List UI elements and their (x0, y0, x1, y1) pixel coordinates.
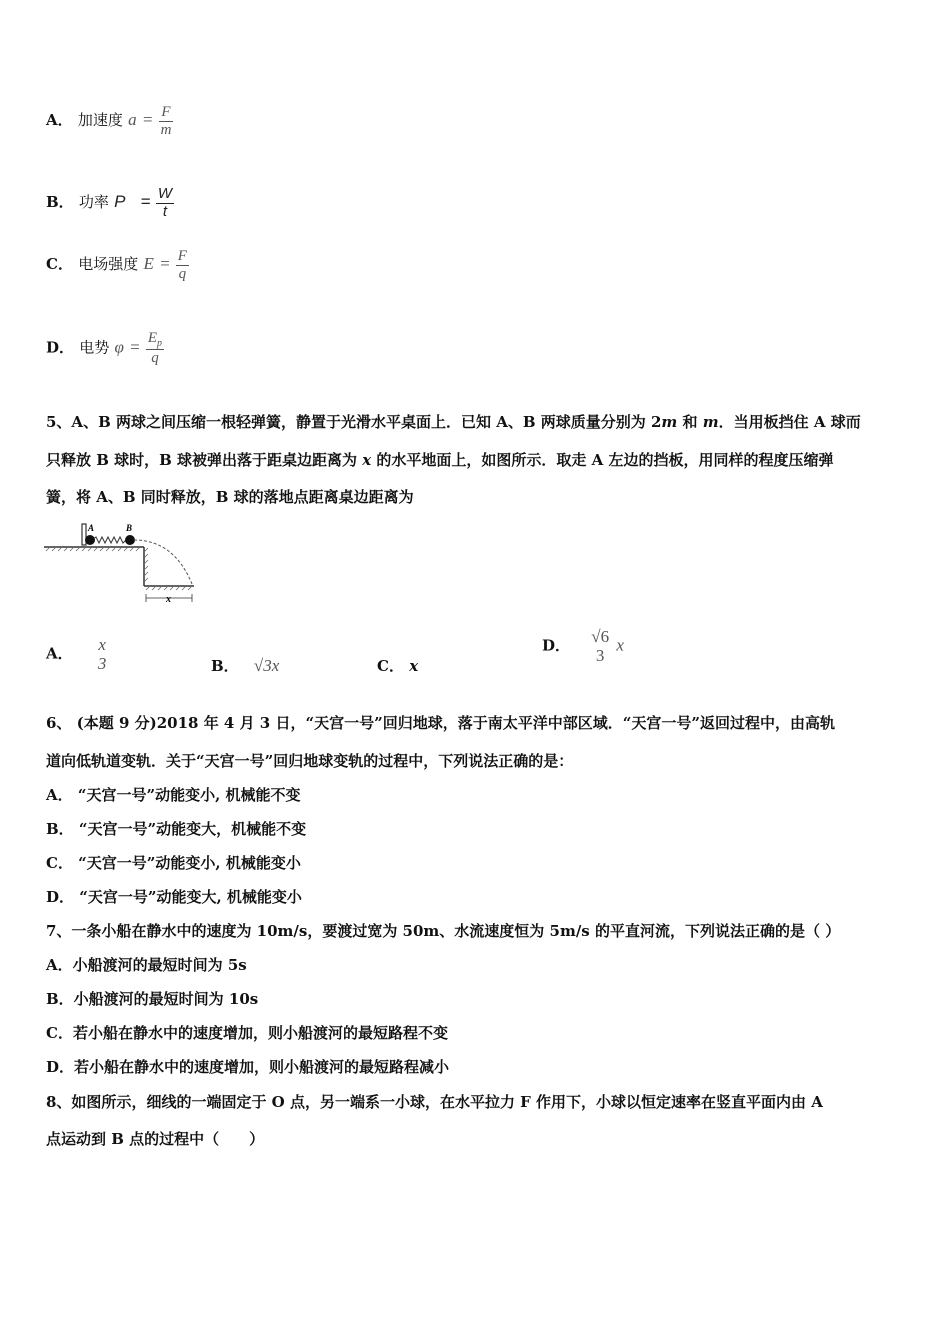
option-letter: A． (46, 644, 73, 663)
formula-lhs: a (128, 110, 137, 129)
q5-distance-symbol: x (362, 451, 372, 469)
formula-lhs: P (114, 192, 126, 211)
q5-text: 和 (677, 413, 703, 431)
q6-option-b: B． “天宫一号”动能变大，机械能不变 (46, 820, 307, 838)
label-b: B (126, 523, 133, 533)
q7-option-c: C．若小船在静水中的速度增加，则小船渡河的最短路程不变 (46, 1024, 448, 1042)
q6-option-a: A． “天宫一号”动能变小, 机械能不变 (46, 786, 301, 804)
formula-expression: √3x (253, 656, 280, 675)
q5-option-b (211, 655, 279, 676)
q7-stem: 7、一条小船在静水中的速度为 10m/s，要渡过宽为 50m、水流速度恒为 5m/s 的平直河流，下列说法正确的是（ ） (46, 922, 841, 940)
formula-fraction (156, 186, 174, 220)
formula-eq: = (129, 337, 141, 357)
formula-fraction (159, 104, 174, 138)
q5-option-d (542, 628, 624, 665)
q5-text: 5、A、B 两球之间压缩一根轻弹簧，静置于光滑水平桌面上．已知 A、B 两球质量分别为 2 (46, 413, 662, 431)
q8-stem-line-2: 点运动到 B 点的过程中（ ） (46, 1130, 265, 1148)
option-label: 电势 (79, 338, 110, 357)
ball-b (125, 535, 135, 545)
q7-option-a: A．小船渡河的最短时间为 5s (46, 956, 247, 974)
option-letter: B． (46, 193, 74, 211)
option-label: 功率 (78, 193, 109, 211)
q6-stem-line-1: 6、 (本题 9 分)2018 年 4 月 3 日，“天宫一号”回归地球，落于南太平洋中部区域．“天宫一号”返回过程中，由高轨 (46, 714, 835, 732)
q7-option-b: B．小船渡河的最短时间为 10s (46, 990, 259, 1008)
formula-eq: = (159, 254, 171, 273)
formula-fraction (176, 248, 189, 282)
q5-figure (44, 518, 196, 604)
ball-a (85, 535, 95, 545)
q6-option-c: C． “天宫一号”动能变小, 机械能变小 (46, 854, 301, 872)
q4-option-b (46, 186, 174, 220)
q5-text: ．当用板挡住 A 球而 (718, 413, 861, 431)
formula-lhs: φ (114, 337, 124, 357)
q5-text: 簧，将 A、B 同时释放，B 球的落地点距离桌边距离为 (46, 488, 414, 506)
formula-tail: x (616, 635, 624, 655)
fraction-numerator: x (98, 635, 106, 654)
fraction-denominator: 3 (595, 645, 605, 665)
formula-fraction (589, 628, 611, 665)
numerator-symbol: E (147, 330, 158, 346)
option-letter: D． (542, 636, 571, 655)
fraction-numerator: W (157, 185, 173, 202)
spring (92, 537, 126, 543)
q4-option-c (46, 248, 189, 282)
label-x: x (166, 594, 171, 604)
q5-stem-line-1 (46, 411, 861, 432)
fraction-denominator: 3 (97, 653, 107, 673)
fraction-numerator: F (161, 104, 171, 120)
numerator-subscript: p (157, 338, 163, 349)
q6-stem-line-2: 道向低轨道变轨．关于“天宫一号”回归地球变轨的过程中，下列说法正确的是： (46, 752, 574, 770)
q5-stem-line-3 (46, 486, 414, 507)
option-label: 加速度 (77, 111, 123, 129)
formula-expression: x (409, 657, 419, 675)
fraction-numerator (146, 330, 164, 349)
formula-eq: = (140, 192, 151, 211)
q5-mass-symbol: m (702, 413, 719, 431)
q5-option-c (377, 655, 418, 676)
formula-fraction (146, 330, 164, 367)
q5-text: 只释放 B 球时，B 球被弹出落于距桌边距离为 (46, 451, 363, 469)
fraction-denominator: q (176, 265, 189, 283)
option-letter: C． (46, 255, 73, 273)
option-label: 电场强度 (78, 255, 139, 273)
option-letter: B． (211, 657, 239, 675)
formula-fraction (96, 636, 109, 673)
q5-mass-symbol: m (661, 413, 678, 431)
formula-eq: = (141, 110, 154, 129)
q8-stem-line-1: 8、如图所示，细线的一端固定于 O 点，另一端系一小球，在水平拉力 F 作用下，小球以恒定速率在竖直平面内由 A (46, 1093, 823, 1111)
fraction-denominator: m (160, 121, 172, 138)
q7-option-d: D．若小船在静水中的速度增加，则小船渡河的最短路程减小 (46, 1058, 450, 1076)
q4-option-a (46, 104, 173, 138)
q4-option-d (46, 330, 164, 367)
option-letter: D． (46, 338, 75, 357)
fraction-denominator: t (156, 203, 174, 221)
label-a: A (88, 523, 95, 533)
option-letter: C． (377, 657, 404, 675)
q5-option-a (46, 636, 108, 673)
fraction-denominator: q (146, 349, 164, 367)
formula-lhs: E (143, 254, 154, 273)
q5-text: 的水平地面上，如图所示．取走 A 左边的挡板，用同样的程度压缩弹 (371, 451, 834, 469)
fraction-numerator: F (177, 248, 187, 264)
q5-stem-line-2 (46, 449, 834, 470)
fraction-numerator: √6 (591, 627, 610, 646)
option-letter: A． (46, 111, 73, 129)
q6-option-d: D． “天宫一号”动能变大, 机械能变小 (46, 888, 302, 906)
